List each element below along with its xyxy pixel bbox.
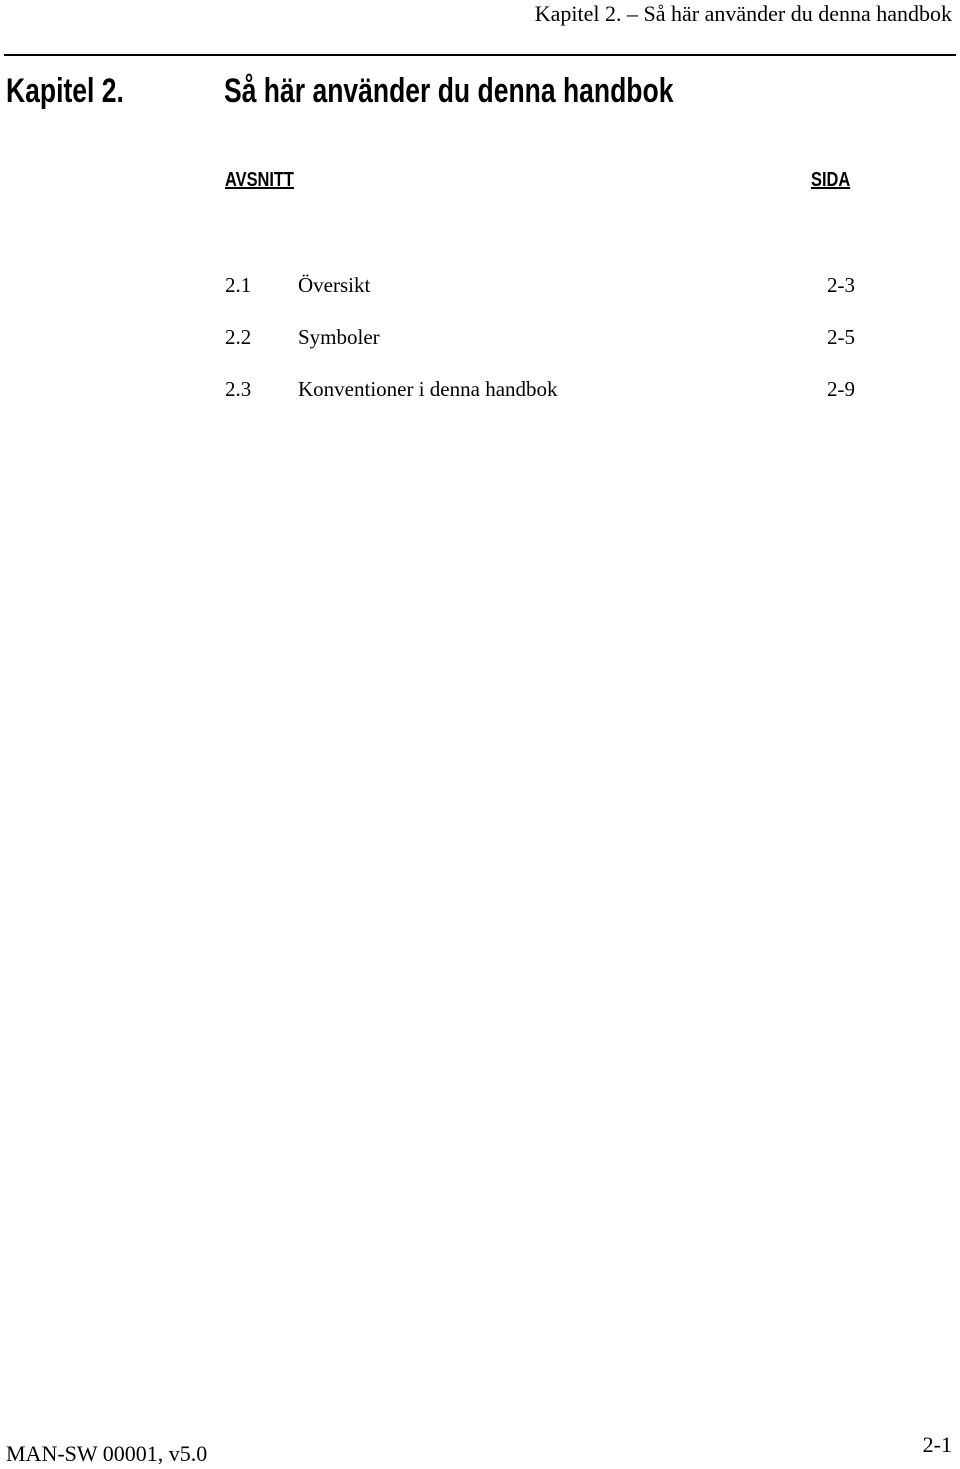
chapter-label: Kapitel 2.	[6, 72, 124, 110]
toc-section-column-header: AVSNITT	[225, 169, 294, 191]
header-divider	[4, 54, 956, 56]
toc-page-column-header: SIDA	[811, 169, 851, 191]
toc-row[interactable]	[0, 270, 960, 300]
toc-section-title[interactable]: Konventioner i denna handbok	[298, 377, 558, 401]
footer-document-id: MAN-SW 00001, v5.0	[6, 1441, 208, 1466]
toc-row[interactable]	[0, 322, 960, 352]
toc-section-title[interactable]: Översikt	[298, 273, 371, 297]
toc-section-title[interactable]: Symboler	[298, 325, 380, 349]
toc-page-number: 2-5	[827, 325, 855, 349]
toc-section-number: 2.2	[225, 325, 252, 349]
toc-section-number: 2.1	[225, 273, 252, 297]
footer-page-number: 2-1	[922, 1432, 952, 1457]
toc-row[interactable]	[0, 374, 960, 404]
toc-page-number: 2-9	[827, 377, 855, 401]
chapter-title: Så här använder du denna handbok	[224, 72, 674, 110]
toc-section-number: 2.3	[225, 377, 252, 401]
toc-page-number: 2-3	[827, 273, 855, 297]
running-header: Kapitel 2. – Så här använder du denna handbok	[534, 1, 952, 26]
